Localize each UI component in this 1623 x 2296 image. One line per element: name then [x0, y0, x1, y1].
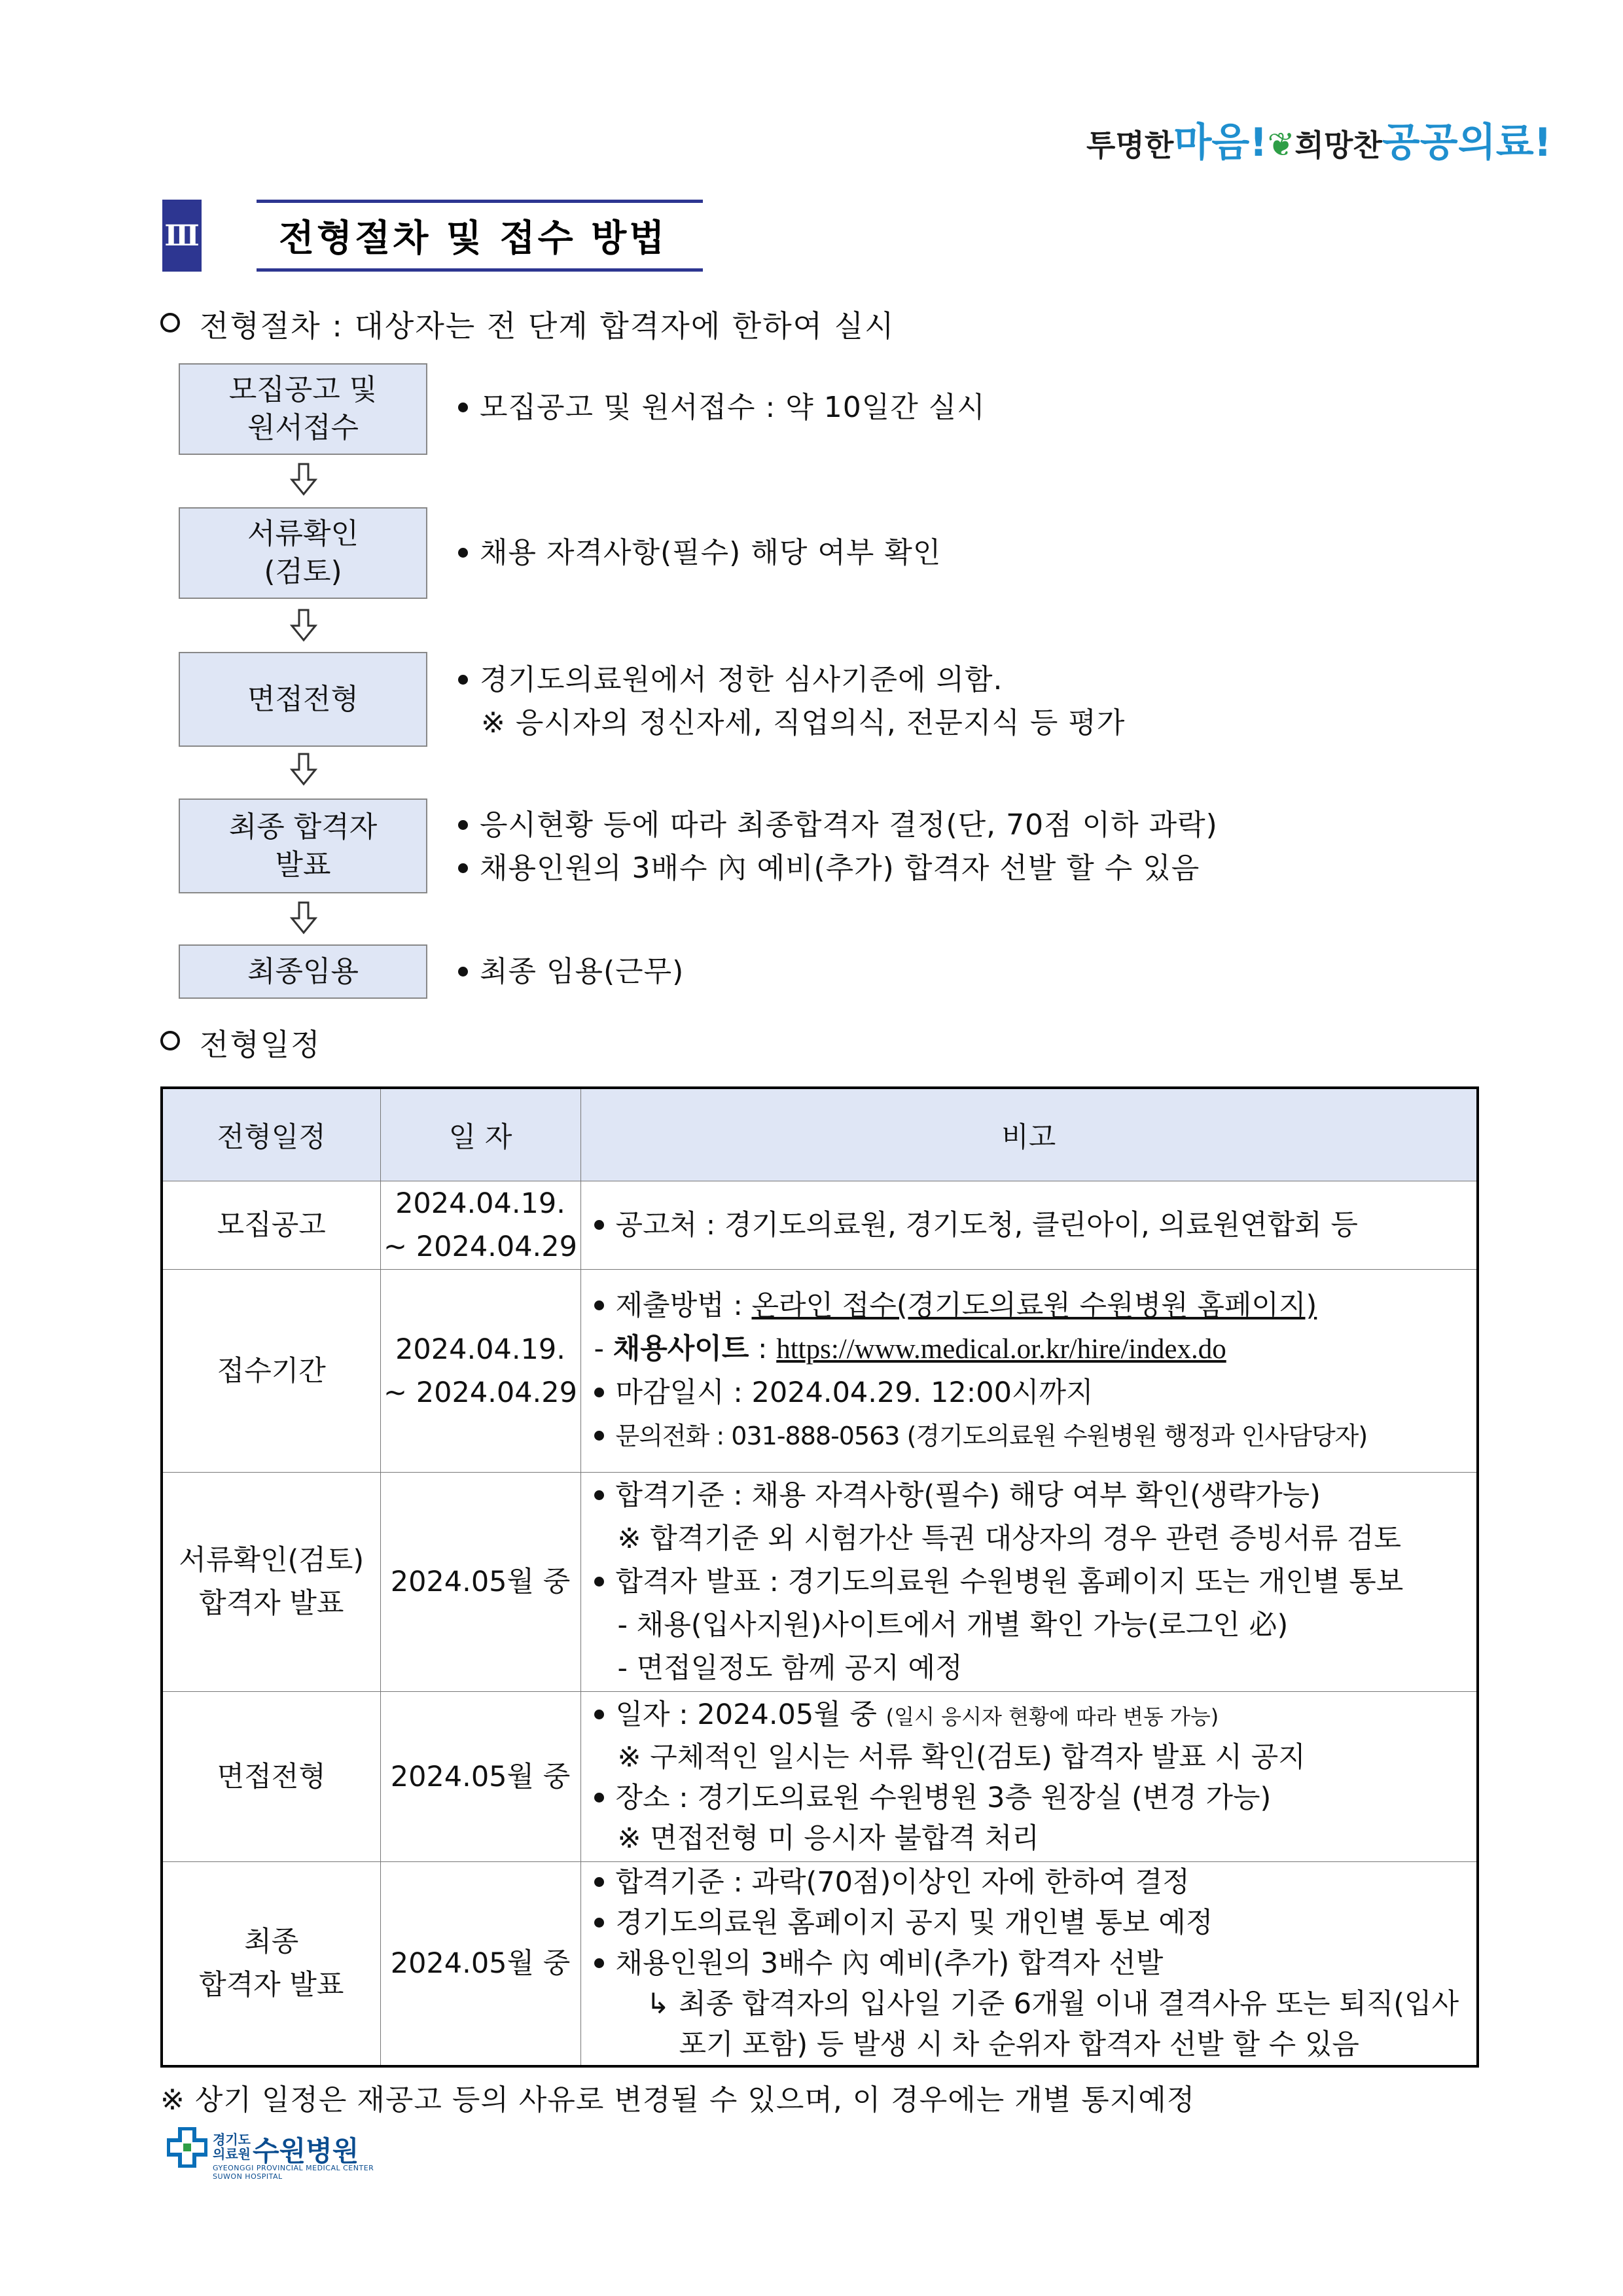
note-text: 경기도의료원 홈페이지 공지 및 개인별 통보 예정 — [615, 1907, 1213, 1939]
down-arrow-icon — [288, 751, 319, 787]
stage-text: 합격자 발표 — [199, 1969, 344, 2001]
step-label: 발표 — [275, 848, 331, 882]
slogan-part4: 공공의료! — [1382, 120, 1552, 166]
step-label: 서류확인 — [247, 517, 359, 550]
note-cell — [580, 1270, 1478, 1473]
logo-text: 경기도 — [213, 2132, 251, 2147]
hospital-logo-icon — [167, 2127, 207, 2168]
note-text: 합격기준 : 과락(70점)이상인 자에 한하여 결정 — [615, 1866, 1190, 1899]
step-box-document — [179, 507, 427, 599]
schedule-table — [160, 1086, 1479, 2068]
logo-text: SUWON HOSPITAL — [213, 2172, 283, 2181]
step-label: 최종임용 — [247, 954, 359, 988]
bullet-dot-icon — [458, 967, 468, 977]
slogan-part3: 희망찬 — [1294, 128, 1382, 163]
table-header-row — [162, 1088, 1478, 1181]
logo-name: 수원병원 — [253, 2135, 359, 2167]
step-desc — [458, 386, 986, 429]
bullet-dot-icon — [594, 1958, 604, 1968]
bullet-dot-icon — [594, 1793, 604, 1803]
step-desc-text: 경기도의료원에서 정한 심사기준에 의함. — [480, 663, 1003, 696]
step-note: ※ 응시자의 정신자세, 직업의식, 전문지식 등 평가 — [481, 706, 1126, 740]
down-arrow-icon — [288, 607, 319, 643]
column-header: 전형일정 — [162, 1088, 380, 1181]
slogan — [1086, 111, 1552, 168]
column-header: 일 자 — [380, 1088, 580, 1181]
note-line — [594, 1371, 1471, 1414]
date-cell: 2024.05월 중 — [380, 1473, 580, 1692]
note-line: - 채용(입사지원)사이트에서 개별 확인 가능(로그인 必) — [617, 1609, 1289, 1641]
bullet-dot-icon — [594, 1577, 604, 1587]
note-text: 채용인원의 3배수 內 예비(추가) 합격자 선발 — [615, 1947, 1164, 1980]
procedure-heading: 전형절차 : 대상자는 전 단계 합격자에 한하여 실시 — [200, 308, 895, 344]
note-line — [594, 1284, 1471, 1327]
step-box-interview — [179, 652, 427, 747]
section-title: 전형절차 및 접수 방법 — [279, 217, 668, 260]
logo-text: 의료원 — [213, 2146, 251, 2162]
note-text: 일자 : 2024.05월 중 — [615, 1698, 886, 1731]
note-cell — [580, 1473, 1478, 1692]
bullet-dot-icon — [458, 863, 468, 873]
note-line: ↳ 최종 합격자의 입사일 기준 6개월 이내 결격사유 또는 퇴직(입사 — [646, 1988, 1459, 2020]
logo-english-text — [213, 2164, 374, 2181]
note-text: 마감일시 : 2024.04.29. 12:00시까지 — [615, 1376, 1094, 1409]
bullet-dot-icon — [594, 1431, 604, 1441]
date-cell: 2024.05월 중 — [380, 1692, 580, 1862]
note-cell — [580, 1862, 1478, 2067]
step-box-final — [179, 798, 427, 893]
schedule-heading: 전형일정 — [200, 1027, 321, 1062]
step-label: 원서접수 — [247, 411, 359, 444]
bullet-dot-icon — [594, 1220, 604, 1230]
step-label: 최종 합격자 — [228, 810, 378, 844]
table-row — [162, 1473, 1478, 1692]
section-number: Ⅲ — [162, 200, 202, 272]
step-desc-text: 채용인원의 3배수 內 예비(추가) 합격자 선발 할 수 있음 — [480, 852, 1200, 885]
step-desc — [458, 847, 1200, 890]
step-box-appointment — [179, 944, 427, 999]
step-box-recruit — [179, 363, 427, 455]
stage-cell: 접수기간 — [162, 1270, 380, 1473]
site-label: 채용사이트 — [613, 1333, 749, 1365]
bullet-dot-icon — [594, 1490, 604, 1500]
note-line — [594, 1474, 1471, 1517]
step-desc-text: 모집공고 및 원서접수 : 약 10일간 실시 — [480, 391, 986, 424]
table-row — [162, 1692, 1478, 1862]
leaf-icon: ❦ — [1267, 126, 1295, 164]
stage-cell — [162, 1862, 380, 2067]
column-header: 비고 — [580, 1088, 1478, 1181]
note-text: 제출방법 : — [615, 1289, 752, 1322]
table-row — [162, 1181, 1478, 1270]
bullet-dot-icon — [594, 1388, 604, 1397]
note-line: - 채용사이트 : https://www.medical.or.kr/hire/index.do — [594, 1333, 1226, 1365]
note-cell — [580, 1692, 1478, 1862]
date-text: 2024.04.19. — [395, 1187, 565, 1220]
stage-text: 최종 — [244, 1926, 299, 1958]
date-cell — [380, 1270, 580, 1473]
step-desc-text: 채용 자격사항(필수) 해당 여부 확인 — [480, 536, 942, 569]
step-label: (검토) — [264, 555, 342, 588]
note-line — [594, 1862, 1471, 1903]
note-line: ※ 합격기준 외 시험가산 특권 대상자의 경우 관련 증빙서류 검토 — [617, 1522, 1401, 1555]
online-apply-text: 온라인 접수(경기도의료원 수원병원 홈페이지) — [751, 1289, 1317, 1322]
stage-cell: 모집공고 — [162, 1181, 380, 1270]
bullet-dot-icon — [458, 403, 468, 412]
note-line: ※ 면접전형 미 응시자 불합격 처리 — [617, 1822, 1039, 1855]
bullet-dot-icon — [594, 1710, 604, 1719]
note-line — [594, 1903, 1471, 1943]
note-text: 공고처 : 경기도의료원, 경기도청, 클린아이, 의료원연합회 등 — [615, 1209, 1358, 1242]
step-desc-text: 응시현황 등에 따라 최종합격자 결정(단, 70점 이하 과락) — [480, 808, 1218, 842]
circle-bullet-icon — [160, 1031, 180, 1050]
note-cell — [580, 1181, 1478, 1270]
note-line — [594, 1778, 1471, 1818]
note-text: 합격자 발표 : 경기도의료원 수원병원 홈페이지 또는 개인별 통보 — [615, 1566, 1404, 1598]
note-line: - 면접일정도 함께 공지 예정 — [617, 1652, 963, 1685]
bullet-dot-icon — [458, 820, 468, 830]
bullet-dot-icon — [594, 1877, 604, 1887]
note-line — [594, 1943, 1471, 1984]
down-arrow-icon — [288, 900, 319, 935]
note-line — [594, 1414, 1471, 1458]
step-label: 모집공고 및 — [228, 373, 378, 406]
bullet-dot-icon — [594, 1918, 604, 1928]
circle-bullet-icon — [160, 313, 180, 332]
step-desc — [458, 531, 941, 575]
down-arrow-icon — [288, 461, 319, 497]
bullet-dot-icon — [594, 1300, 604, 1310]
step-label: 면접전형 — [247, 682, 359, 716]
date-cell: 2024.05월 중 — [380, 1862, 580, 2067]
note-text: (일시 응시자 현황에 따라 변동 가능) — [885, 1704, 1219, 1729]
table-row — [162, 1862, 1478, 2067]
bullet-dot-icon — [458, 675, 468, 685]
logo-text: GYEONGGI PROVINCIAL MEDICAL CENTER — [213, 2164, 374, 2172]
section-title-box — [257, 200, 703, 272]
stage-text: 서류확인(검토) — [179, 1544, 365, 1577]
site-sep: : — [749, 1333, 777, 1365]
note-line — [594, 1560, 1471, 1604]
stage-text: 합격자 발표 — [199, 1587, 344, 1620]
step-desc — [458, 658, 1003, 702]
step-desc-text: 최종 임용(근무) — [480, 955, 685, 988]
step-desc — [458, 950, 684, 994]
date-cell — [380, 1181, 580, 1270]
date-text: ~ 2024.04.29 — [383, 1230, 577, 1263]
note-text: 합격기준 : 채용 자격사항(필수) 해당 여부 확인(생략가능) — [615, 1479, 1321, 1512]
slogan-part2: 마음! — [1173, 120, 1268, 166]
table-row — [162, 1270, 1478, 1473]
note-line — [594, 1695, 1471, 1737]
note-text: 장소 : 경기도의료원 수원병원 3층 원장실 (변경 가능) — [615, 1782, 1272, 1814]
date-text: ~ 2024.04.29 — [383, 1376, 577, 1409]
note-line: ※ 구체적인 일시는 서류 확인(검토) 합격자 발표 시 공지 — [617, 1741, 1306, 1774]
logo-small-text — [213, 2132, 251, 2161]
bullet-dot-icon — [458, 548, 468, 558]
hire-site-link[interactable]: https://www.medical.or.kr/hire/index.do — [776, 1334, 1226, 1365]
slogan-part1: 투명한 — [1086, 128, 1174, 163]
footnote: ※ 상기 일정은 재공고 등의 사유로 변경될 수 있으며, 이 경우에는 개별 통지예정 — [160, 2083, 1196, 2117]
date-text: 2024.04.19. — [395, 1333, 565, 1366]
note-line: 포기 포함) 등 발생 시 차 순위자 합격자 선발 할 수 있음 — [679, 2028, 1359, 2061]
note-text: 문의전화 : 031-888-0563 (경기도의료원 수원병원 행정과 인사담당자) — [615, 1422, 1368, 1450]
stage-cell: 면접전형 — [162, 1692, 380, 1862]
step-desc — [458, 804, 1218, 847]
stage-cell — [162, 1473, 380, 1692]
